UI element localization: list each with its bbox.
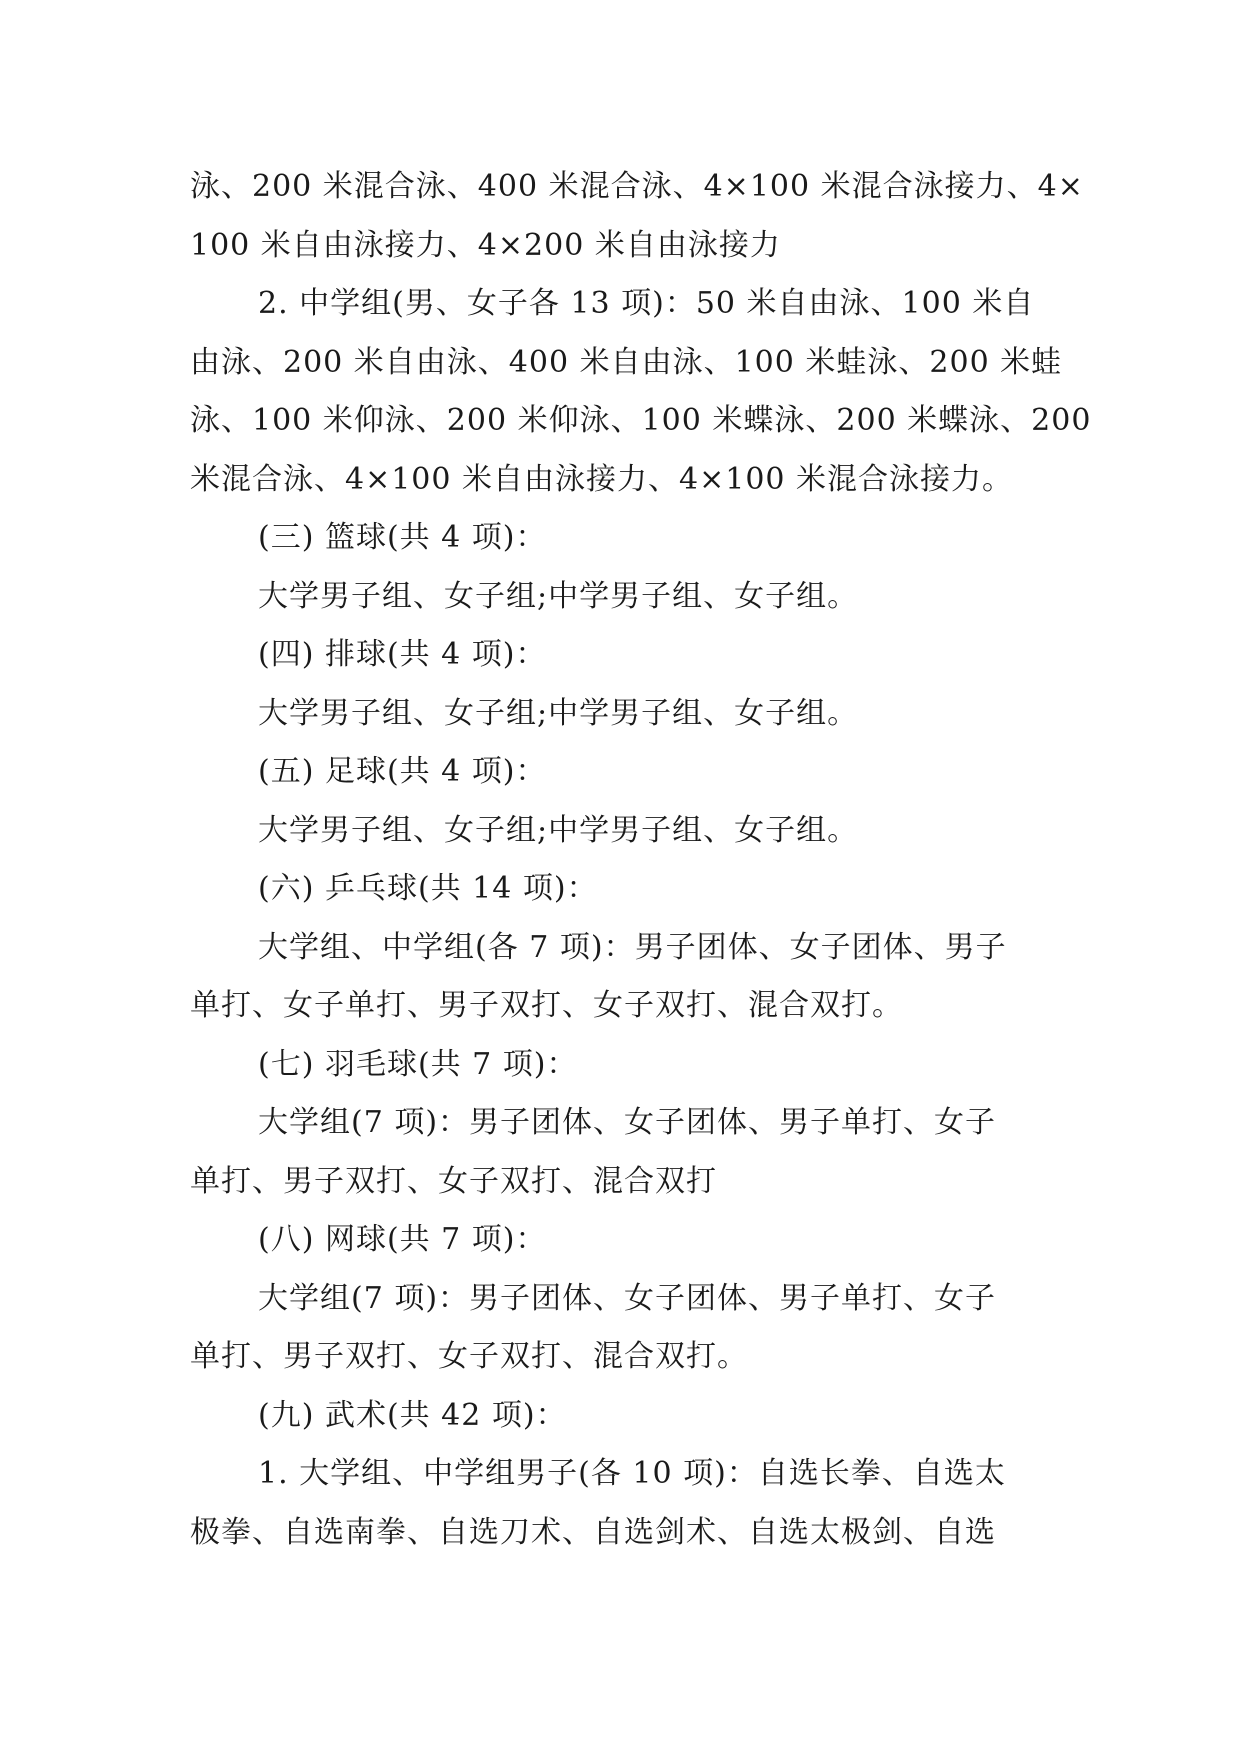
text-line: 单打、女子单打、男子双打、女子双打、混合双打。 — [190, 988, 903, 1023]
text-line: 大学组(7 项)：男子团体、女子团体、男子单打、女子 — [258, 1105, 997, 1140]
text-line: 米混合泳、4×100 米自由泳接力、4×100 米混合泳接力。 — [190, 461, 1014, 497]
text-line: 大学男子组、女子组;中学男子组、女子组。 — [258, 695, 859, 731]
text-line: 大学组、中学组(各 7 项)：男子团体、女子团体、男子 — [258, 929, 1007, 965]
text-line: (五) 足球(共 4 项)： — [258, 754, 547, 789]
text-line: (七) 羽毛球(共 7 项)： — [258, 1046, 578, 1082]
document-body — [190, 158, 1092, 1562]
text-line: (三) 篮球(共 4 项)： — [258, 520, 547, 555]
text-line: 2. 中学组(男、女子各 13 项)：50 米自由泳、100 米自 — [258, 286, 1035, 321]
text-line: 泳、200 米混合泳、400 米混合泳、4×100 米混合泳接力、4× — [190, 169, 1084, 204]
text-line: (六) 乒乓球(共 14 项)： — [258, 871, 598, 906]
text-line: 由泳、200 米自由泳、400 米自由泳、100 米蛙泳、200 米蛙 — [190, 344, 1063, 380]
text-line: 1. 大学组、中学组男子(各 10 项)：自选长拳、自选太 — [258, 1456, 1006, 1491]
text-line: 极拳、自选南拳、自选刀术、自选剑术、自选太极剑、自选 — [190, 1514, 996, 1550]
text-line: 大学男子组、女子组;中学男子组、女子组。 — [258, 812, 859, 848]
text-line: (九) 武术(共 42 项)： — [258, 1397, 567, 1433]
text-line: 泳、100 米仰泳、200 米仰泳、100 米蝶泳、200 米蝶泳、200 — [190, 403, 1092, 438]
text-line: 单打、男子双打、女子双打、混合双打 — [190, 1163, 717, 1199]
text-line: 单打、男子双打、女子双打、混合双打。 — [190, 1339, 748, 1374]
text-line: (八) 网球(共 7 项)： — [258, 1222, 547, 1257]
text-line: 大学男子组、女子组;中学男子组、女子组。 — [258, 578, 859, 614]
text-line: 100 米自由泳接力、4×200 米自由泳接力 — [190, 227, 781, 263]
text-line: (四) 排球(共 4 项)： — [258, 637, 547, 672]
text-line: 大学组(7 项)：男子团体、女子团体、男子单打、女子 — [258, 1280, 997, 1316]
